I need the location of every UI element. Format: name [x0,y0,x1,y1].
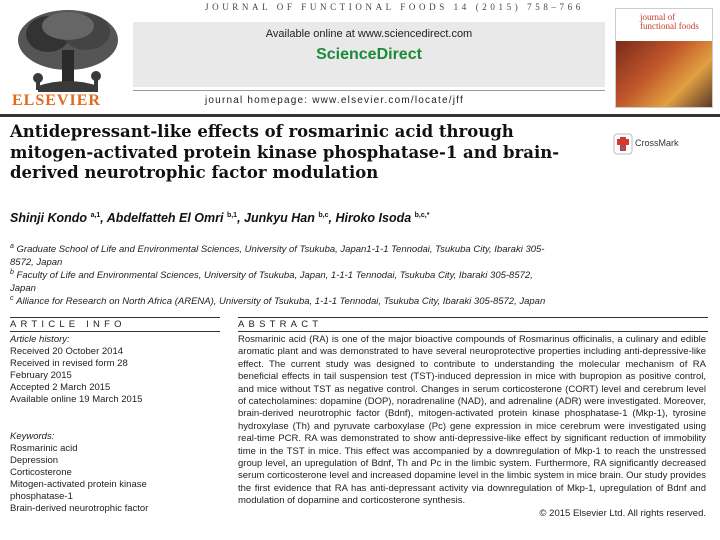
keyword-item: Corticosterone [10,467,72,478]
author-affiliation-marker[interactable]: b,c [318,211,329,219]
article-title: Antidepressant-like effects of rosmarinic acid through mitogen-activated protein kinase phosphatase-1 and brain-derived neurotrophic factor modulation [10,122,560,182]
author-name[interactable]: Hiroko Isoda [335,211,412,225]
affiliation-item: $^c$ Alliance for Research on North Africa (ARENA), University of Tsukuba, 1-1-1 Tennodai, Tsukuba City, Ibaraki 305-8572, Japan [10,295,546,308]
author-name[interactable]: Shinji Kondo [10,211,88,225]
history-line: Accepted 2 March 2015 [10,382,111,393]
title-divider [0,114,720,117]
affiliation-item: $^b$ Faculty of Life and Environmental Sciences, University of Tsukuba, Japan, 1-1-1 Tennodai, Tsukuba City, Ibaraki 305-8572, Japan [10,269,533,295]
elsevier-tree-logo [8,6,126,94]
abstract-body [238,334,706,520]
journal-citation-line: JOURNAL OF FUNCTIONAL FOODS 14 (2015) 758–766 [205,2,584,12]
keywords-block [10,431,230,515]
author-affiliation-marker[interactable]: a,1 [90,211,101,219]
author-list: Shinji Kondo $^{a,1}$, Abdelfatteh El Omri $^{b,1}$, Junkyu Han $^{b,c}$, Hiroko Isoda $^{b,c,*}$ [10,211,430,225]
keywords-heading: Keywords: [10,431,55,442]
author-affiliation-marker[interactable]: b,1 [226,211,238,219]
keyword-item: phosphatase-1 [10,491,73,502]
available-online-text: Available online at www.sciencedirect.com [265,28,473,40]
publisher-name: ELSEVIER [12,92,101,109]
keyword-item: Brain-derived neurotrophic factor [10,503,149,514]
history-line: Available online 19 March 2015 [10,394,143,405]
article-info-rule [10,331,220,332]
copyright-notice: © 2015 Elsevier Ltd. All rights reserved. [539,507,706,519]
abstract-heading: ABSTRACT [238,319,323,330]
sciencedirect-banner [133,22,605,87]
keyword-item: Mitogen-activated protein kinase [10,479,147,490]
abstract-text: Rosmarinic acid (RA) is one of the major bioactive compounds of Rosmarinus officinalis, a culinary and edible aromatic plant and was demonstrated to have several neuroprotective properties including anti-depressive-like effect. The current study was designed to contribute to understanding the molecular mechanism of RA beneficial effects in tail suspension test (TST)-induced depression in mice with bupropion as positive control, and mice without TST as negative control. Changes in serum corticosterone (CORT) level and cerebrum level of catecholamines: dopamine (DOP), noradrenaline (NAD), and adrenaline (ADR) were investigated. Moreover, brain-derived neurotrophic factor (Bdnf), mitogen-activated protein kinase phosphatase-1 (Mkp-1), tyrosine hydroxylase (Th) and pyruvate carboxylase (Pc) gene expression in mice cerebrum were investigated using real-time PCR. RA was demonstrated to show anti-depressive-like effect by significant reduction of immobility time in the TST in mice. This effect was accompanied by a downregulation of Mkp-1 to reach the unstressed group level, an upregulation of Bdnf, Th and Pc in the limbic system. Furthermore, RA significantly decreased serum corticosterone level and increased dopamine level in the limbic system in mice brain. Our study provides the first evidence that RA has anti-depressant activity via downregulation of Mkp-1, upregulation of Bdnf and modulation of dopamine and corticosterone synthesis. [238,334,706,507]
crossmark-label: CrossMark [635,138,679,148]
history-line: February 2015 [10,370,72,381]
article-history [10,334,230,406]
abstract-rule [238,317,708,318]
keyword-item: Depression [10,455,59,466]
history-line: Received in revised form 28 [10,358,128,369]
cover-title: journal of functional foods [640,12,699,31]
header-divider [133,90,605,91]
journal-homepage: journal homepage: www.elsevier.com/locate/jff [205,95,464,106]
history-heading: Article history: [10,334,70,345]
abstract-rule [238,331,708,332]
author-affiliation-marker[interactable]: b,c,* [414,211,430,219]
author-name[interactable]: Abdelfatteh El Omri [106,211,224,225]
sciencedirect-logo: ScienceDirect [316,46,422,63]
crossmark-icon [613,133,633,155]
journal-cover-image [615,8,713,108]
keyword-item: Rosmarinic acid [10,443,78,454]
article-info-rule [10,317,220,318]
author-name[interactable]: Junkyu Han [244,211,315,225]
history-line: Received 20 October 2014 [10,346,124,357]
crossmark-badge[interactable] [613,133,713,155]
article-info-heading: ARTICLE INFO [10,319,126,330]
affiliation-item: $^a$ Graduate School of Life and Environmental Sciences, University of Tsukuba, Japan1-1-1 Tennodai, Tsukuba City, Ibaraki 305-8572, Japan [10,243,545,269]
